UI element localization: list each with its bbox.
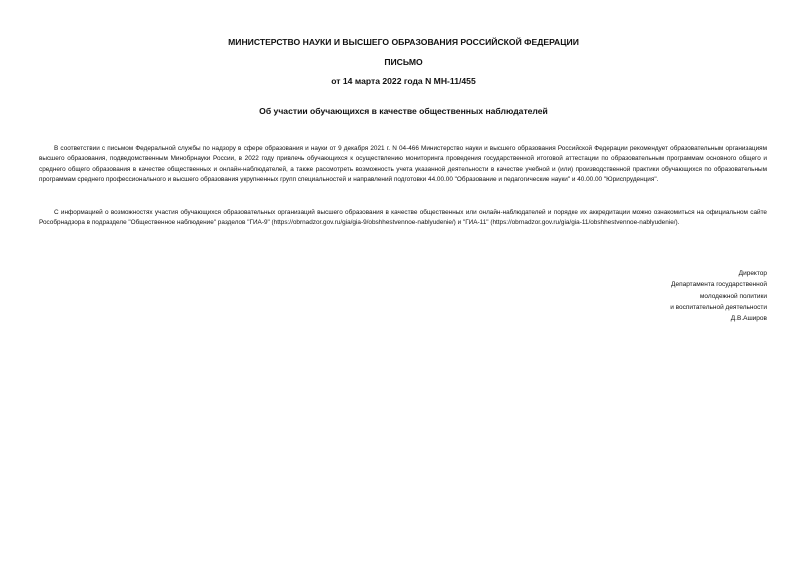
document-subject: Об участии обучающихся в качестве общественных наблюдателей — [259, 106, 548, 116]
document-type: ПИСЬМО — [384, 57, 423, 67]
body-paragraph-2: С информацией о возможностях участия обучающихся образовательных организаций высшего образования в качестве общественных или онлайн-наблюдателей и порядке их аккредитации можно ознакомиться на официальном сайте Рособрнадзора в подразделе "Общественное наблюдение" разделов "ГИА-9" (https://obrnadzor.gov.ru/gia/gia-9/obshhestvennoe-nablyudenie/) и "ГИА-11" (https://obrnadzor.gov.ru/gia/gia-11/obshhestvennoe-nablyudenie/). — [39, 209, 767, 227]
signature-department: Департамента государственной — [671, 281, 767, 289]
document-date-number: от 14 марта 2022 года N МН-11/455 — [331, 76, 476, 86]
signature-department-cont-2: и воспитательной деятельности — [670, 303, 767, 311]
signature-department-cont: молодежной политики — [699, 292, 767, 300]
signature-position: Директор — [738, 270, 767, 277]
signatory-name: Д.В.Аширов — [730, 315, 767, 323]
signature-block — [670, 268, 767, 324]
ministry-heading: МИНИСТЕРСТВО НАУКИ И ВЫСШЕГО ОБРАЗОВАНИЯ РОССИЙСКОЙ ФЕДЕРАЦИИ — [228, 37, 579, 47]
body-paragraph-1: В соответствии с письмом Федеральной службы по надзору в сфере образования и науки от 9 декабря 2021 г. N 04-466 Министерство науки и высшего образования Российской Федерации рекомендует образовательным организациям высшего образования, подведомственным Минобрнауки России, в 2022 году привлечь обучающихся к осуществлению мониторинга проведения государственной итоговой аттестации по образовательным программам основного общего и среднего общего образования в качестве общественных и онлайн-наблюдателей, а также рассмотреть возможность учета указанной деятельности в качестве учебной и (или) производственной практики обучающихся по образовательным программам среднего профессионального и высшего образования укрупненных групп специальностей и направлений подготовки 44.00.00 "Образование и педагогические науки" и 40.00.00 "Юриспруденция". — [39, 145, 767, 184]
